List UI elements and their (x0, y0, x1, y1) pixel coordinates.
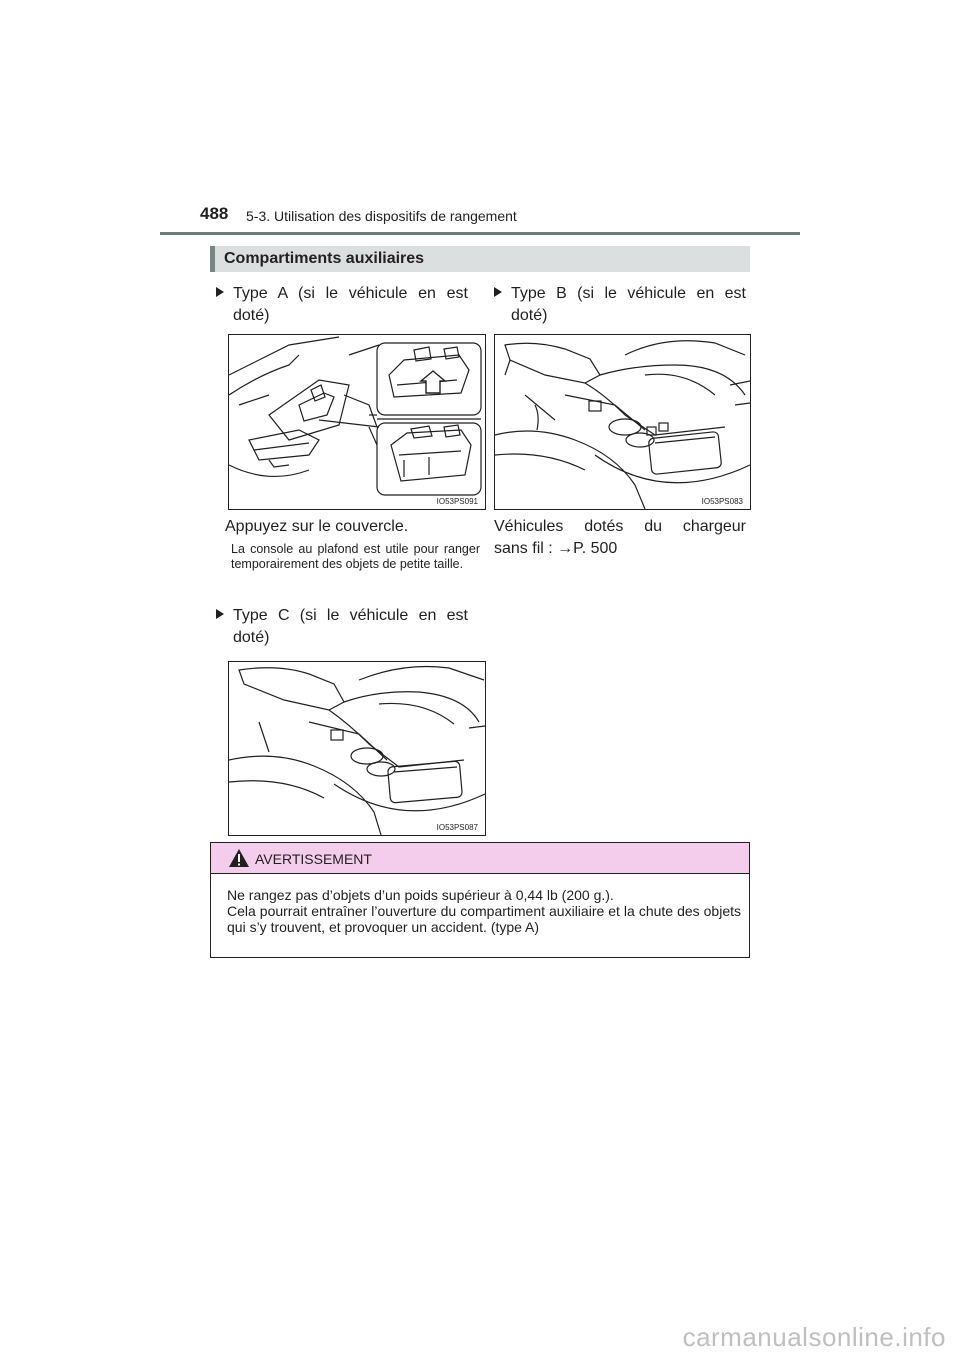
type-a-note: La console au plafond est utile pour ranger temporairement des objets de petite taille. (231, 542, 480, 571)
bullet-triangle-icon (216, 609, 224, 619)
warning-line-1: Ne rangez pas d’objets d’un poids supérieur à 0,44 lb (200 g.). (227, 887, 614, 903)
figure-overhead-console (228, 334, 486, 510)
figure-b-code: IO53PS083 (701, 497, 743, 506)
center-console-b-illustration (495, 335, 750, 509)
center-console-c-illustration (229, 662, 485, 835)
type-b-caption-line1: Véhicules dotés du chargeur (494, 518, 746, 535)
section-accent (210, 246, 215, 272)
type-b-heading-line1: Type B (si le véhicule en est (511, 285, 746, 302)
type-b-caption (494, 516, 746, 560)
type-b-caption-line2: sans fil : →P. 500 (494, 540, 618, 557)
figure-center-console-b (494, 334, 751, 510)
warning-triangle-icon (228, 848, 250, 868)
warning-label: AVERTISSEMENT (255, 851, 372, 867)
type-b-heading-line2: doté) (511, 307, 548, 324)
push-arrow-icon (421, 371, 445, 393)
watermark-logo: carmanualsonline.info (682, 1322, 946, 1352)
type-c-heading-line2: doté) (233, 629, 270, 646)
type-a-caption: Appuyez sur le couvercle. (225, 518, 409, 535)
warning-box (210, 842, 750, 958)
type-c-heading-line1: Type C (si le véhicule en est (233, 607, 468, 624)
figure-a-code: IO53PS091 (436, 497, 478, 506)
page-number: 488 (200, 204, 229, 223)
type-c-heading (216, 605, 468, 649)
bullet-triangle-icon (494, 287, 502, 297)
warning-body (227, 887, 741, 935)
figure-c-code: IO53PS087 (436, 823, 478, 832)
section-heading-bar (210, 246, 750, 272)
warning-line-2: Cela pourrait entraîner l’ouverture du compartiment auxiliaire et la chute des objets qui s’y trouvent, et provoquer un accident. (type A) (227, 903, 741, 935)
figure-center-console-c (228, 661, 486, 836)
overhead-console-illustration (229, 335, 485, 509)
bullet-triangle-icon (216, 287, 224, 297)
section-title: Compartiments auxiliaires (224, 250, 425, 267)
type-a-heading-line2: doté) (233, 307, 270, 324)
header-divider (160, 232, 800, 235)
type-b-heading (494, 283, 746, 327)
type-a-heading (216, 283, 468, 327)
chapter-title: 5-3. Utilisation des dispositifs de rangement (246, 208, 517, 224)
warning-header (211, 843, 749, 874)
type-a-heading-line1: Type A (si le véhicule en est (233, 285, 468, 302)
